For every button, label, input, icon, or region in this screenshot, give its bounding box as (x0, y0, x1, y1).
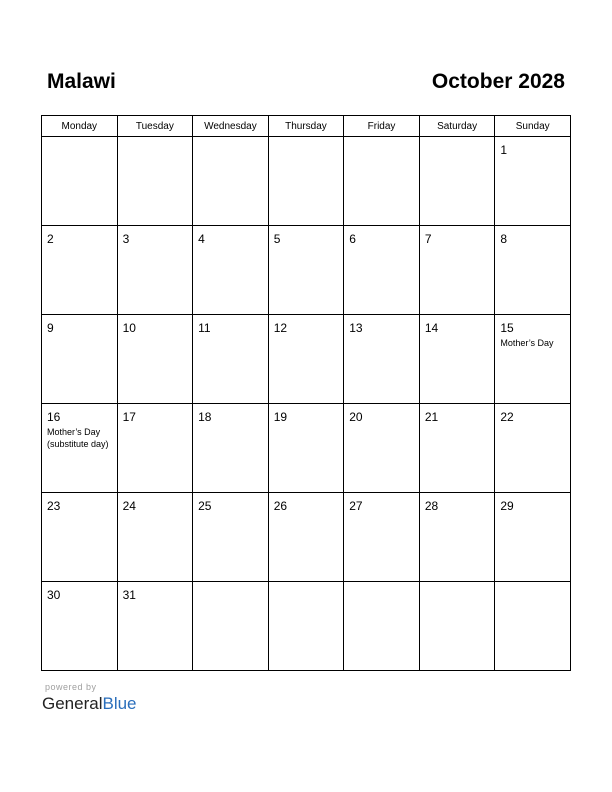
day-cell (495, 582, 571, 671)
day-cell (419, 493, 495, 582)
day-cell (344, 404, 420, 493)
week-row (42, 137, 571, 226)
week-row (42, 226, 571, 315)
day-cell (419, 137, 495, 226)
day-number: 9 (47, 321, 54, 335)
weekday-header: Thursday (268, 116, 344, 137)
day-cell (344, 137, 420, 226)
day-cell (419, 582, 495, 671)
day-cell (193, 404, 269, 493)
day-number: 1 (500, 143, 508, 157)
day-number: 18 (198, 410, 212, 424)
day-cell (42, 582, 118, 671)
day-cell (495, 493, 571, 582)
day-cell (344, 582, 420, 671)
day-number: 13 (349, 321, 363, 335)
day-number: 28 (424, 499, 439, 513)
day-number: 5 (273, 232, 281, 246)
weekday-header: Friday (344, 116, 420, 137)
day-cell (117, 493, 193, 582)
day-number: 30 (47, 588, 61, 602)
day-cell (268, 137, 344, 226)
weekday-header: Monday (42, 116, 118, 137)
day-cell (193, 226, 269, 315)
day-cell (268, 226, 344, 315)
logo-general-text: General (42, 694, 103, 713)
day-cell (419, 404, 495, 493)
logo-blue-text: Blue (102, 694, 137, 713)
day-cell (419, 226, 495, 315)
day-cell (495, 226, 571, 315)
day-cell (344, 315, 420, 404)
weekday-header: Wednesday (193, 116, 269, 137)
week-row (42, 315, 571, 404)
day-number: 11 (198, 321, 211, 335)
day-cell (42, 315, 118, 404)
day-number: 24 (122, 499, 136, 513)
powered-by-label: powered by (45, 682, 97, 692)
day-number: 10 (122, 321, 136, 335)
week-row (42, 493, 571, 582)
day-cell (42, 137, 118, 226)
day-cell (193, 137, 269, 226)
day-cell (268, 493, 344, 582)
day-number: 23 (47, 499, 61, 513)
calendar-grid (41, 115, 571, 671)
day-cell (117, 315, 193, 404)
day-number: 14 (424, 321, 439, 335)
day-number: 12 (273, 321, 288, 335)
day-cell (193, 315, 269, 404)
weekday-header: Tuesday (117, 116, 193, 137)
weekday-header-row (42, 116, 571, 137)
day-cell (495, 137, 571, 226)
weekday-header: Saturday (419, 116, 495, 137)
day-cell (117, 137, 193, 226)
day-number: 6 (349, 232, 356, 246)
day-number: 26 (273, 499, 288, 513)
day-number: 17 (122, 410, 136, 424)
day-number: 25 (198, 499, 212, 513)
day-cell (495, 404, 571, 493)
week-row (42, 582, 571, 671)
generalblue-logo (42, 694, 137, 714)
day-number: 29 (500, 499, 514, 513)
day-cell (193, 582, 269, 671)
holiday-label: Mother’s Day (500, 338, 554, 348)
day-number: 2 (47, 232, 54, 246)
day-number: 16 (47, 410, 61, 424)
day-cell (117, 582, 193, 671)
day-number: 7 (424, 232, 432, 246)
day-number: 22 (500, 410, 514, 424)
day-cell (419, 315, 495, 404)
day-number: 31 (122, 588, 136, 602)
day-cell (117, 404, 193, 493)
day-number: 3 (122, 232, 130, 246)
day-cell (268, 404, 344, 493)
day-cell (344, 493, 420, 582)
weekday-header: Sunday (495, 116, 571, 137)
day-number: 27 (349, 499, 363, 513)
day-cell (193, 493, 269, 582)
week-row (42, 404, 571, 493)
day-number: 19 (273, 410, 288, 424)
day-cell (344, 226, 420, 315)
holiday-label: Mother’s Day (substitute day) (47, 427, 109, 449)
day-cell (42, 226, 118, 315)
day-cell (495, 315, 571, 404)
day-number: 21 (424, 410, 439, 424)
country-title: Malawi (47, 70, 116, 93)
day-cell (42, 493, 118, 582)
month-year-title: October 2028 (431, 70, 565, 93)
day-number: 4 (198, 232, 205, 246)
day-number: 8 (500, 232, 508, 246)
day-cell (117, 226, 193, 315)
day-cell (268, 315, 344, 404)
day-cell (268, 582, 344, 671)
day-number: 15 (500, 321, 514, 335)
day-number: 20 (349, 410, 363, 424)
day-cell (42, 404, 118, 493)
